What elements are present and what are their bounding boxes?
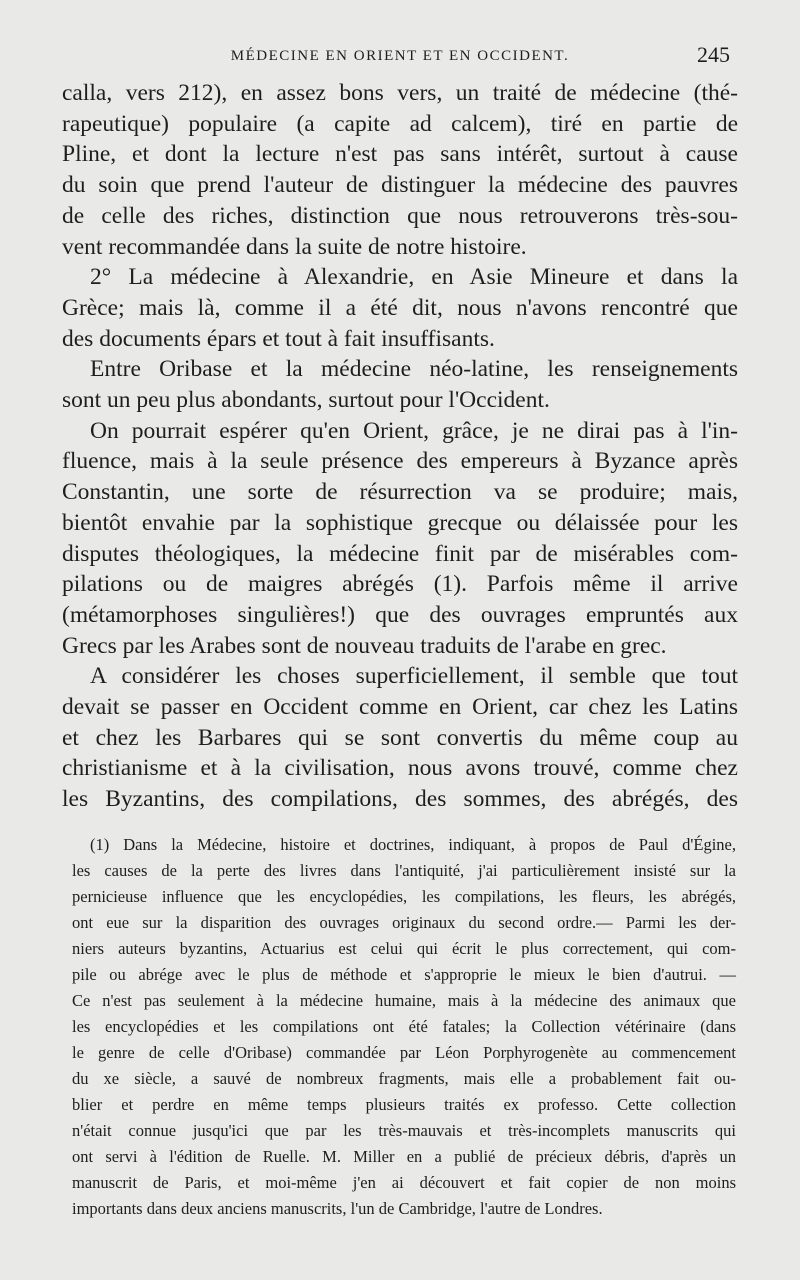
- body-line: fluence, mais à la seule présence des empereurs à Byzance après: [62, 448, 738, 475]
- footnote-line: (1) Dans la Médecine, histoire et doctrines, indiquant, à propos de Paul d'Égine,: [90, 835, 736, 854]
- body-line: A considérer les choses superficiellement, il semble que tout: [90, 663, 738, 690]
- footnote-line: niers auteurs byzantins, Actuarius est celui qui écrit le plus correctement, qui com-: [72, 939, 736, 958]
- footnote-line: pernicieuse influence que les encyclopédies, les compilations, les fleurs, les abrégés,: [72, 887, 736, 906]
- footnote-line: blier et perdre en même temps plusieurs traités ex professo. Cette collection: [72, 1095, 736, 1114]
- footnote-line: le genre de celle d'Oribase) commandée par Léon Porphyrogenète au commencement: [72, 1043, 736, 1062]
- body-line: Grecs par les Arabes sont de nouveau traduits de l'arabe en grec.: [62, 632, 667, 659]
- footnote-line: les encyclopédies et les compilations ont été fatales; la Collection vétérinaire (dans: [72, 1017, 736, 1036]
- page-number: 245: [697, 42, 730, 67]
- body-line: devait se passer en Occident comme en Orient, car chez les Latins: [62, 694, 738, 721]
- body-line: de celle des riches, distinction que nous retrouverons très-sou-: [62, 202, 738, 229]
- body-line: Pline, et dont la lecture n'est pas sans intérêt, surtout à cause: [62, 141, 738, 168]
- body-line: Grèce; mais là, comme il a été dit, nous n'avons rencontré que: [62, 294, 738, 321]
- body-line: vent recommandée dans la suite de notre histoire.: [62, 233, 527, 260]
- body-line: pilations ou de maigres abrégés (1). Parfois même il arrive: [62, 571, 738, 598]
- body-line: des documents épars et tout à fait insuffisants.: [62, 325, 495, 352]
- body-line: On pourrait espérer qu'en Orient, grâce, je ne dirai pas à l'in-: [90, 417, 738, 444]
- footnote-line: n'était connue jusqu'ici que par les très-mauvais et très-incomplets manuscrits qui: [72, 1121, 736, 1140]
- body-line: disputes théologiques, la médecine finit par de misérables com-: [62, 540, 738, 567]
- footnote-line: Ce n'est pas seulement à la médecine humaine, mais à la médecine des animaux que: [72, 991, 736, 1010]
- footnote-line: importants dans deux anciens manuscrits, l'un de Cambridge, l'autre de Londres.: [72, 1199, 603, 1218]
- body-line: les Byzantins, des compilations, des sommes, des abrégés, des: [62, 786, 738, 813]
- body-line: rapeutique) populaire (a capite ad calcem), tiré en partie de: [62, 110, 738, 137]
- body-line: calla, vers 212), en assez bons vers, un traité de médecine (thé-: [62, 80, 738, 106]
- footnote-block: [72, 832, 736, 1222]
- body-line: et chez les Barbares qui se sont convertis du même coup au: [62, 724, 738, 751]
- body-line: sont un peu plus abondants, surtout pour l'Occident.: [62, 387, 550, 414]
- footnote-line: manuscrit de Paris, et moi-même j'en ai découvert et fait copier de non moins: [72, 1173, 736, 1192]
- running-head: MÉDECINE EN ORIENT ET EN OCCIDENT.: [230, 48, 570, 64]
- body-line: Entre Oribase et la médecine néo-latine, les renseignements: [90, 356, 738, 383]
- body-line: christianisme et à la civilisation, nous avons trouvé, comme chez: [62, 755, 738, 782]
- footnote-line: ont servi à l'édition de Ruelle. M. Miller en a publié de précieux débris, d'après un: [72, 1147, 736, 1166]
- body-line: (métamorphoses singulières!) que des ouvrages empruntés aux: [62, 601, 738, 628]
- body-line: 2° La médecine à Alexandrie, en Asie Mineure et dans la: [90, 264, 738, 291]
- main-text: [62, 78, 738, 815]
- footnote-line: pile ou abrége avec le plus de méthode et s'approprie le mieux le bien d'autrui. —: [72, 965, 736, 984]
- body-line: bientôt envahie par la sophistique grecque ou délaissée pour les: [62, 509, 738, 536]
- body-line: Constantin, une sorte de résurrection va se produire; mais,: [62, 479, 738, 506]
- page-header: [60, 40, 740, 74]
- body-line: du soin que prend l'auteur de distinguer la médecine des pauvres: [62, 172, 738, 199]
- footnote-line: ont eue sur la disparition des ouvrages originaux du second ordre.— Parmi les der-: [72, 913, 736, 932]
- footnote-line: les causes de la perte des livres dans l'antiquité, j'ai particulièrement insisté sur la: [72, 861, 736, 880]
- footnote-line: du xe siècle, a sauvé de nombreux fragments, mais elle a probablement fait ou-: [72, 1069, 736, 1088]
